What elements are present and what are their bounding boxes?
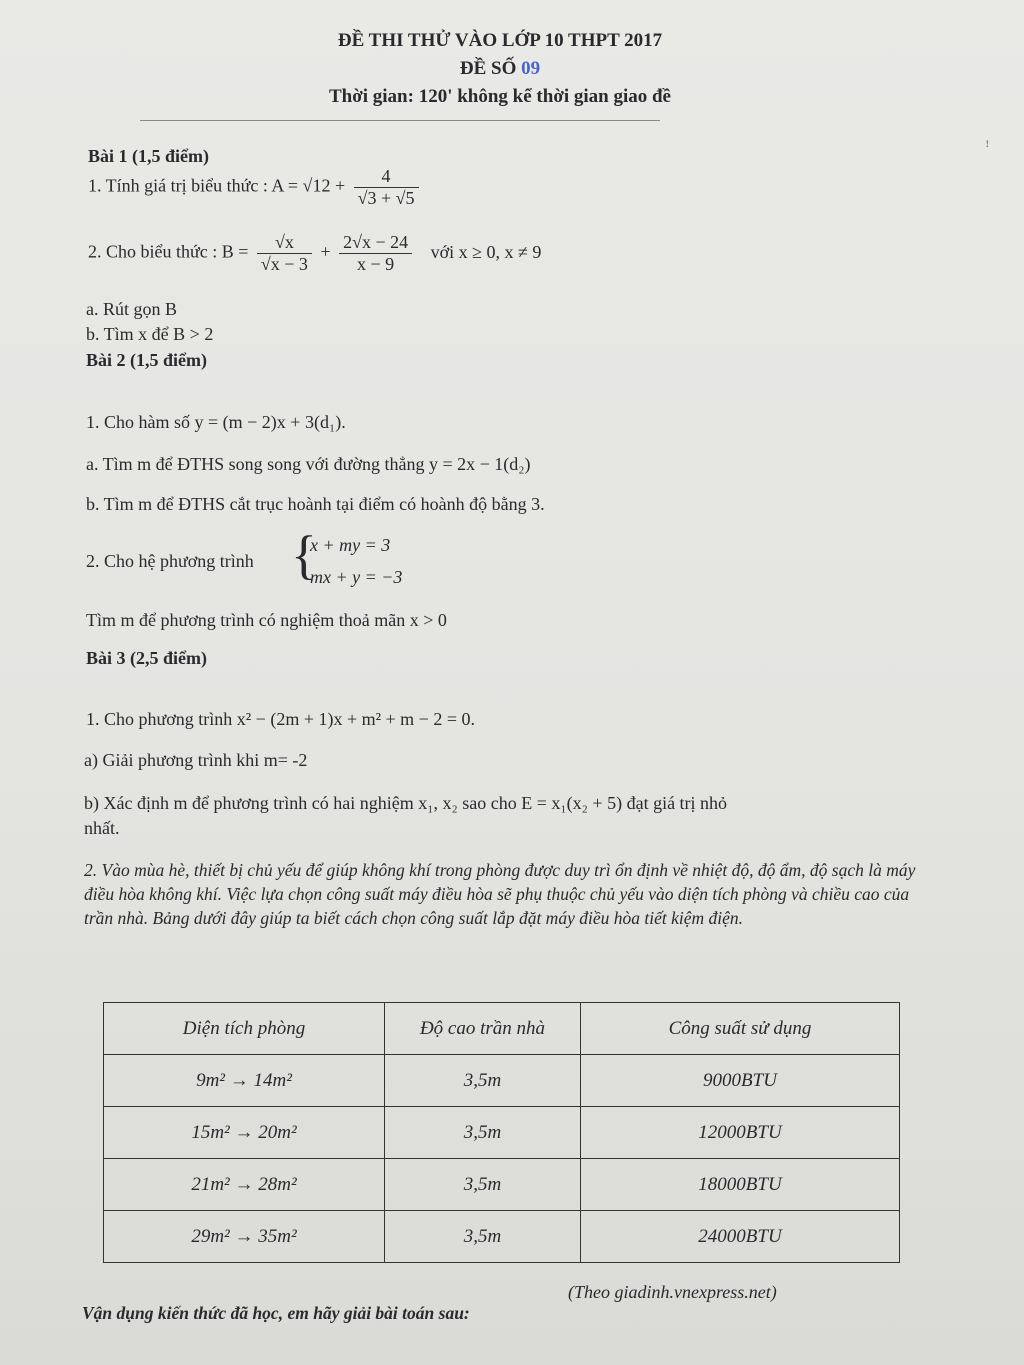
- fraction-numerator: √x: [257, 232, 312, 254]
- bai1-title: Bài 1 (1,5 điểm): [88, 146, 209, 166]
- ac-capacity-table: [103, 1002, 900, 1263]
- table-source: (Theo giadinh.vnexpress.net): [568, 1282, 777, 1302]
- bai2-eq1: x + my = 3: [310, 535, 391, 555]
- table-cell: 3,5m: [385, 1211, 581, 1263]
- bai2-q2-label: 2. Cho hệ phương trình: [86, 551, 254, 571]
- bai1-q1: [88, 166, 423, 209]
- table-cell: 3,5m: [385, 1107, 581, 1159]
- table-cell: 9m² → 14m²: [104, 1055, 385, 1107]
- bai1-b: b. Tìm x để B > 2: [86, 324, 214, 344]
- table-cell: 18000BTU: [581, 1159, 900, 1211]
- system-brace: {: [291, 525, 317, 585]
- bai1-q2-condition: với x ≥ 0, x ≠ 9: [430, 241, 542, 262]
- bai3-q2-text: 2. Vào mùa hè, thiết bị chủ yếu để giúp không khí trong phòng được duy trì ổn định về nhiệt độ, độ ẩm, độ sạch là máy điều hòa không khí. Việc lựa chọn công suất máy điều hòa sẽ phụ thuộc chủ yếu vào diện tích phòng và chiều cao của trần nhà. Bảng dưới đây giúp ta biết cách chọn công suất lắp đặt máy điều hòa tiết kiệm điện.: [84, 860, 916, 928]
- header-divider: [140, 120, 660, 121]
- bai2-b: b. Tìm m để ĐTHS cắt trục hoành tại điểm có hoành độ bằng 3.: [86, 494, 545, 514]
- table-row: [104, 1107, 900, 1159]
- bai2-title: Bài 2 (1,5 điểm): [86, 350, 207, 370]
- exam-time: Thời gian: 120' không kể thời gian giao đề: [328, 86, 671, 107]
- table-header-cell: Diện tích phòng: [104, 1003, 385, 1055]
- table-row: [104, 1211, 900, 1263]
- table-cell: 3,5m: [385, 1055, 581, 1107]
- bai1-q1-fraction: [354, 166, 419, 209]
- bai1-q2-label: 2. Cho biểu thức : B =: [88, 241, 249, 262]
- bai1-q1-label: 1. Tính giá trị biểu thức : A = √12 +: [88, 175, 346, 196]
- bai2-eq2: mx + y = −3: [310, 567, 403, 587]
- table-cell: 15m² → 20m²: [104, 1107, 385, 1159]
- table-header-row: [104, 1003, 900, 1055]
- fraction-denominator: √x − 3: [260, 254, 308, 274]
- fraction-denominator: √3 + √5: [357, 188, 415, 208]
- bai3-b-cont: nhất.: [84, 818, 120, 838]
- bai1-q2-fraction-2: [339, 232, 412, 275]
- table-cell: 29m² → 35m²: [104, 1211, 385, 1263]
- bai2-q2-ask: Tìm m để phương trình có nghiệm thoả mãn x > 0: [86, 610, 447, 630]
- bai3-title: Bài 3 (2,5 điểm): [86, 648, 207, 668]
- bai3-b: b) Xác định m để phương trình có hai nghiệm x₁, x₂ sao cho E = x₁(x₂ + 5) đạt giá trị nhỏ: [84, 793, 728, 813]
- fraction-numerator: 4: [354, 166, 419, 188]
- fraction-numerator: 2√x − 24: [339, 232, 412, 254]
- bai2-q1: 1. Cho hàm số y = (m − 2)x + 3(d₁).: [86, 412, 346, 432]
- table-header-cell: Công suất sử dụng: [581, 1003, 900, 1055]
- table-cell: 3,5m: [385, 1159, 581, 1211]
- bai1-q2: [88, 232, 541, 275]
- table-row: [104, 1159, 900, 1211]
- table-cell: 12000BTU: [581, 1107, 900, 1159]
- table-cell: 9000BTU: [581, 1055, 900, 1107]
- exam-title: ĐỀ THI THỬ VÀO LỚP 10 THPT 2017: [337, 30, 663, 51]
- table-cell: 24000BTU: [581, 1211, 900, 1263]
- plus-sign: +: [320, 241, 331, 262]
- fraction-denominator: x − 9: [357, 254, 395, 274]
- exam-number: [0, 58, 1000, 80]
- table-row: [104, 1055, 900, 1107]
- table-header-cell: Độ cao trần nhà: [385, 1003, 581, 1055]
- margin-mark: ꜝ: [985, 142, 990, 157]
- footer-instruction: Vận dụng kiến thức đã học, em hãy giải bài toán sau:: [82, 1303, 470, 1323]
- bai3-a: a) Giải phương trình khi m= -2: [84, 750, 308, 770]
- bai2-a: a. Tìm m để ĐTHS song song với đường thẳng y = 2x − 1(d₂): [86, 454, 531, 474]
- exam-number-prefix: ĐỀ SỐ: [459, 58, 522, 79]
- table-cell: 21m² → 28m²: [104, 1159, 385, 1211]
- bai3-q1: 1. Cho phương trình x² − (2m + 1)x + m² + m − 2 = 0.: [86, 709, 475, 729]
- exam-number-value: 09: [521, 58, 541, 79]
- bai1-q2-fraction-1: [257, 232, 312, 275]
- bai1-a: a. Rút gọn B: [86, 299, 178, 319]
